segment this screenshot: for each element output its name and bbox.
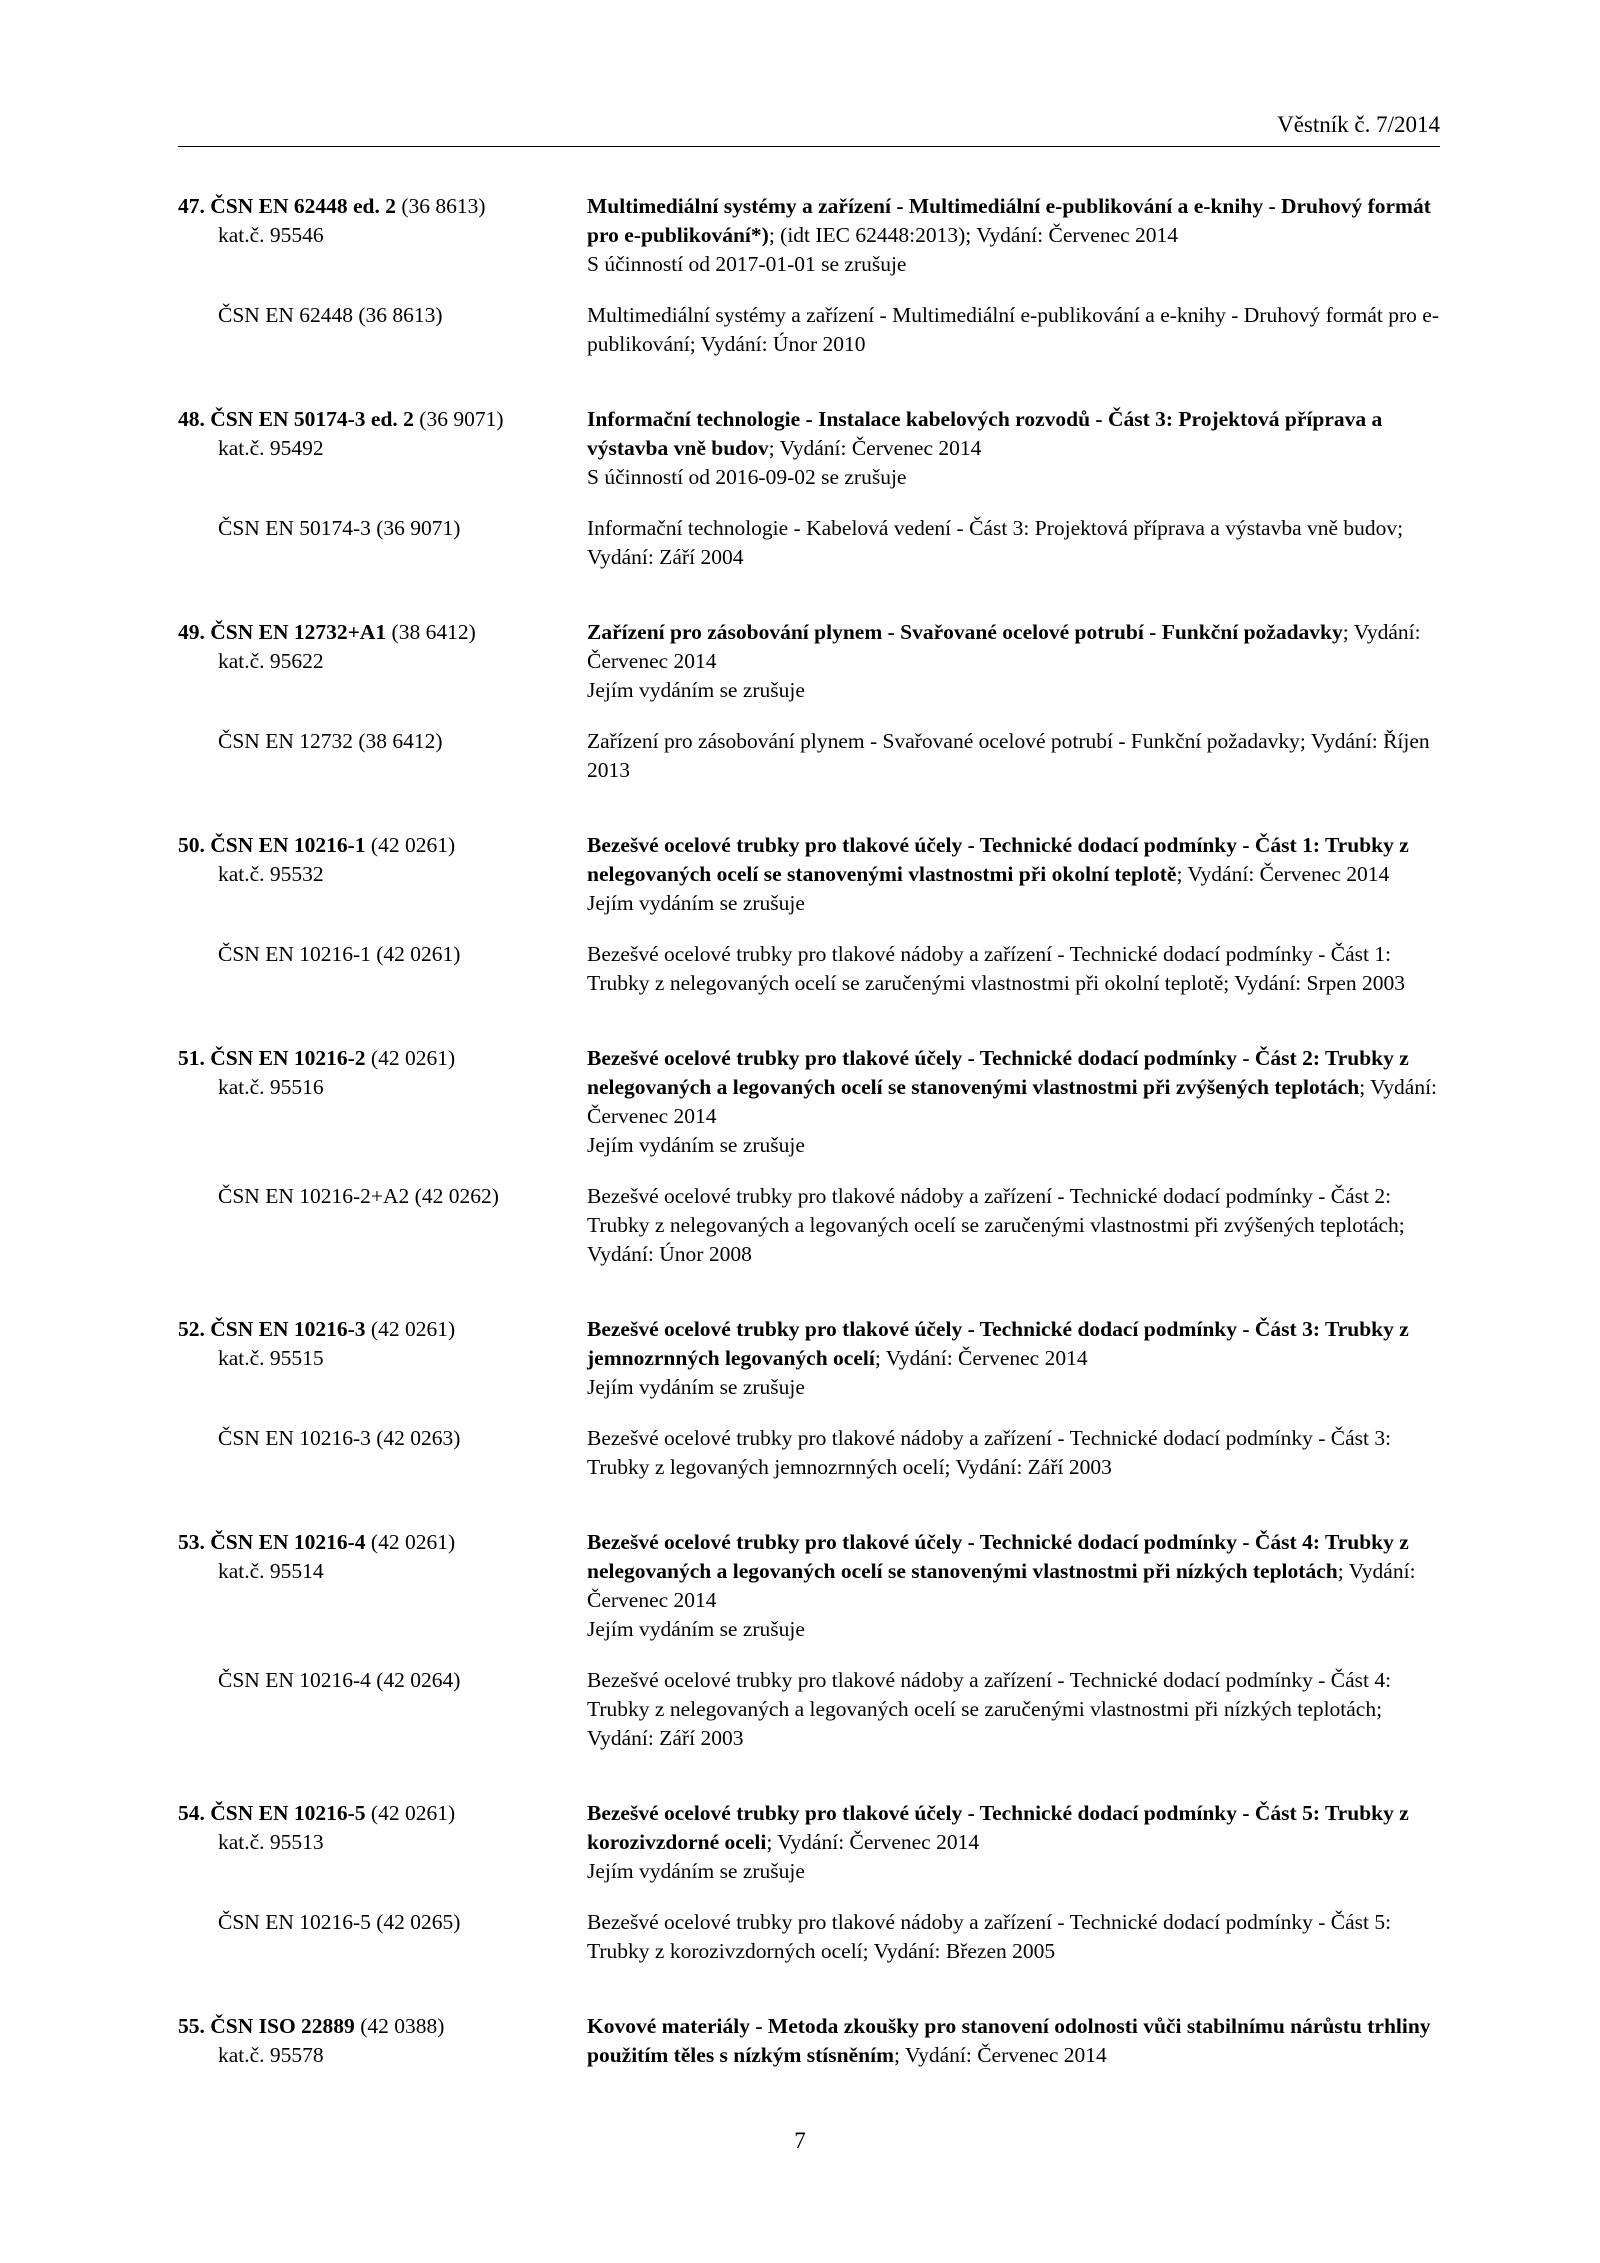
standard-title [587,192,1440,250]
standard-entry [178,1528,1440,1753]
replaced-standard-description: Zařízení pro zásobování plynem - Svařované ocelové potrubí - Funkční požadavky; Vydání: Říjen 2013 [587,729,1430,782]
entry-number: 51. [178,1046,205,1070]
replaced-standard-description: Bezešvé ocelové trubky pro tlakové nádoby a zařízení - Technické dodací podmínky - Část 3: Trubky z legovaných jemnozrnných ocelí; Vydání: Září 2003 [587,1426,1392,1479]
standard-title [587,1315,1440,1373]
standard-id-line [178,192,587,221]
standard-description-cell [587,1799,1440,1886]
classification-mark: (42 0261) [370,1317,456,1341]
catalog-number: kat.č. 95516 [218,1075,324,1099]
standard-id-line [178,2012,587,2041]
withdrawal-note: Jejím vydáním se zrušuje [587,891,805,915]
replaced-standard-description: Multimediální systémy a zařízení - Multimediální e-publikování a e-knihy - Druhový formát pro e-publikování; Vydání: Únor 2010 [587,303,1440,356]
catalog-number: kat.č. 95515 [218,1346,324,1370]
standard-id-line [178,1315,587,1344]
new-standard-row [178,1528,1440,1644]
entry-number: 47. [178,194,205,218]
standard-description-cell [587,405,1440,492]
standard-title-bold: Kovové materiály - Metoda zkoušky pro stanovení odolnosti vůči stabilnímu nárůstu trhliny použitím těles s nízkým stísněním [587,2014,1431,2067]
standard-title [587,1044,1440,1131]
replaced-standard-description: Bezešvé ocelové trubky pro tlakové nádoby a zařízení - Technické dodací podmínky - Část 2: Trubky z nelegovaných a legovaných ocelí se zaručenými vlastnostmi při zvýšených teplotách; Vydání: Únor 2008 [587,1184,1405,1266]
standard-id-cell [178,831,587,918]
entry-number: 50. [178,833,205,857]
standard-code: ČSN EN 62448 ed. 2 [210,194,397,218]
new-standard-row [178,1799,1440,1886]
replaced-standard-row [178,940,1440,998]
replaced-standard-code: ČSN EN 10216-5 (42 0265) [218,1910,461,1934]
new-standard-row [178,831,1440,918]
standard-release: ; Vydání: Červenec 2014 [1176,862,1390,886]
replaced-standard-code: ČSN EN 10216-3 (42 0263) [218,1426,461,1450]
standard-code: ČSN EN 12732+A1 [210,620,387,644]
standard-id-line [178,405,587,434]
classification-mark: (42 0261) [370,833,456,857]
replaced-standard-code: ČSN EN 62448 (36 8613) [218,303,443,327]
standard-description-cell [587,618,1440,705]
withdrawal-note: Jejím vydáním se zrušuje [587,678,805,702]
standard-title-bold: Bezešvé ocelové trubky pro tlakové účely - Technické dodací podmínky - Část 3: Trubky z jemnozrnných legovaných ocelí [587,1317,1409,1370]
standard-release: ; Vydání: Červenec 2014 [874,1346,1088,1370]
standard-release: ; Vydání: Červenec 2014 [893,2043,1107,2067]
standard-title-bold: Informační technologie - Instalace kabelových rozvodů - Část 3: Projektová příprava a výstavba vně budov [587,407,1383,460]
replaced-standard-row [178,1908,1440,1966]
classification-mark: (42 0388) [360,2014,445,2038]
entry-number: 55. [178,2014,205,2038]
replaced-standard-row [178,1424,1440,1482]
withdrawal-note: Jejím vydáním se zrušuje [587,1375,805,1399]
standard-description-cell [587,2012,1440,2070]
standard-code: ČSN EN 10216-4 [210,1530,366,1554]
withdrawal-note: Jejím vydáním se zrušuje [587,1133,805,1157]
classification-mark: (38 6412) [391,620,476,644]
standard-entry [178,1799,1440,1966]
new-standard-row [178,1044,1440,1160]
replaced-standard-row [178,301,1440,359]
entry-number: 48. [178,407,205,431]
classification-mark: (42 0261) [370,1801,456,1825]
standard-code: ČSN EN 10216-5 [210,1801,366,1825]
standard-code: ČSN EN 10216-3 [210,1317,366,1341]
standard-id-line [178,618,587,647]
new-standard-row [178,192,1440,279]
replaced-standard-code: ČSN EN 10216-2+A2 (42 0262) [218,1184,499,1208]
standard-id-line [178,1528,587,1557]
standard-release: ; Vydání: Červenec 2014 [587,1075,1438,1128]
standard-id-line [178,1799,587,1828]
withdrawal-note: Jejím vydáním se zrušuje [587,1617,805,1641]
replaced-standard-row [178,727,1440,785]
replaced-standard-description: Bezešvé ocelové trubky pro tlakové nádoby a zařízení - Technické dodací podmínky - Část 5: Trubky z korozivzdorných ocelí; Vydání: Březen 2005 [587,1910,1392,1963]
page-header [178,112,1440,147]
standards-list [178,192,1440,2116]
withdrawal-note: S účinností od 2016-09-02 se zrušuje [587,465,907,489]
standard-description-cell [587,1044,1440,1160]
catalog-number: kat.č. 95513 [218,1830,324,1854]
standard-id-cell [178,618,587,705]
replaced-standard-description: Bezešvé ocelové trubky pro tlakové nádoby a zařízení - Technické dodací podmínky - Část 1: Trubky z nelegovaných ocelí se zaručenými vlastnostmi při okolní teplotě; Vydání: Srpen 2003 [587,942,1406,995]
classification-mark: (36 8613) [401,194,486,218]
classification-mark: (42 0261) [370,1530,456,1554]
entry-number: 54. [178,1801,205,1825]
catalog-number: kat.č. 95622 [218,649,324,673]
standard-entry [178,192,1440,359]
standard-id-cell [178,2012,587,2070]
replaced-standard-code: ČSN EN 10216-1 (42 0261) [218,942,461,966]
standard-title-bold: Multimediální systémy a zařízení - Multimediální e-publikování a e-knihy - Druhový formát pro e-publikování*) [587,194,1431,247]
withdrawal-note: Jejím vydáním se zrušuje [587,1859,805,1883]
standard-entry [178,831,1440,998]
replaced-standard-row [178,514,1440,572]
standard-description-cell [587,1315,1440,1402]
standard-release: ; Vydání: Červenec 2014 [768,436,982,460]
withdrawal-note: S účinností od 2017-01-01 se zrušuje [587,252,907,276]
standard-id-cell [178,1528,587,1644]
standard-title [587,1528,1440,1615]
standard-release: ; Vydání: Červenec 2014 [587,620,1421,673]
new-standard-row [178,405,1440,492]
standard-entry [178,2012,1440,2070]
standard-title-bold: Bezešvé ocelové trubky pro tlakové účely - Technické dodací podmínky - Část 2: Trubky z nelegovaných a legovaných ocelí se stanovenými vlastnostmi při zvýšených teplotách [587,1046,1409,1099]
standard-id-cell [178,405,587,492]
catalog-number: kat.č. 95492 [218,436,324,460]
standard-title-bold: Bezešvé ocelové trubky pro tlakové účely - Technické dodací podmínky - Část 5: Trubky z korozivzdorné oceli [587,1801,1409,1854]
page-number: 7 [794,2128,806,2153]
standard-title-bold: Bezešvé ocelové trubky pro tlakové účely - Technické dodací podmínky - Část 1: Trubky z nelegovaných ocelí se stanovenými vlastnostmi při okolní teplotě [587,833,1409,886]
replaced-standard-description: Bezešvé ocelové trubky pro tlakové nádoby a zařízení - Technické dodací podmínky - Část 4: Trubky z nelegovaných a legovaných ocelí se zaručenými vlastnostmi při nízkých teplotách; Vydání: Září 2003 [587,1668,1392,1750]
standard-release: ; Vydání: Červenec 2014 [587,1559,1416,1612]
standard-code: ČSN EN 10216-1 [210,833,366,857]
standard-release: ; Vydání: Červenec 2014 [766,1830,980,1854]
standard-entry [178,618,1440,785]
standard-description-cell [587,1528,1440,1644]
replaced-standard-code: ČSN EN 12732 (38 6412) [218,729,443,753]
standard-title-bold: Zařízení pro zásobování plynem - Svařované ocelové potrubí - Funkční požadavky [587,620,1343,644]
new-standard-row [178,618,1440,705]
standard-id-cell [178,1044,587,1160]
replaced-standard-description: Informační technologie - Kabelová vedení - Část 3: Projektová příprava a výstavba vně budov; Vydání: Září 2004 [587,516,1404,569]
classification-mark: (36 9071) [419,407,504,431]
replaced-standard-code: ČSN EN 10216-4 (42 0264) [218,1668,461,1692]
standard-entry [178,405,1440,572]
new-standard-row [178,1315,1440,1402]
standard-title [587,1799,1440,1857]
standard-code: ČSN ISO 22889 [210,2014,355,2038]
standard-id-cell [178,1315,587,1402]
standard-id-cell [178,1799,587,1886]
catalog-number: kat.č. 95546 [218,223,324,247]
standard-description-cell [587,192,1440,279]
catalog-number: kat.č. 95532 [218,862,324,886]
standard-id-cell [178,192,587,279]
replaced-standard-row [178,1182,1440,1269]
replaced-standard-code: ČSN EN 50174-3 (36 9071) [218,516,461,540]
standard-title [587,831,1440,889]
standard-title [587,618,1440,676]
standard-description-cell [587,831,1440,918]
replaced-standard-row [178,1666,1440,1753]
standard-id-line [178,1044,587,1073]
catalog-number: kat.č. 95578 [218,2043,324,2067]
journal-issue-title: Věstník č. 7/2014 [1277,112,1440,137]
catalog-number: kat.č. 95514 [218,1559,324,1583]
standard-code: ČSN EN 10216-2 [210,1046,366,1070]
standard-title [587,2012,1440,2070]
standard-release: ; (idt IEC 62448:2013); Vydání: Červenec 2014 [768,223,1179,247]
standard-code: ČSN EN 50174-3 ed. 2 [210,407,414,431]
standard-title-bold: Bezešvé ocelové trubky pro tlakové účely - Technické dodací podmínky - Část 4: Trubky z nelegovaných a legovaných ocelí se stanovenými vlastnostmi při nízkých teplotách [587,1530,1409,1583]
standard-entry [178,1315,1440,1482]
entry-number: 53. [178,1530,205,1554]
entry-number: 49. [178,620,205,644]
classification-mark: (42 0261) [370,1046,456,1070]
standard-entry [178,1044,1440,1269]
new-standard-row [178,2012,1440,2070]
entry-number: 52. [178,1317,205,1341]
standard-id-line [178,831,587,860]
standard-title [587,405,1440,463]
